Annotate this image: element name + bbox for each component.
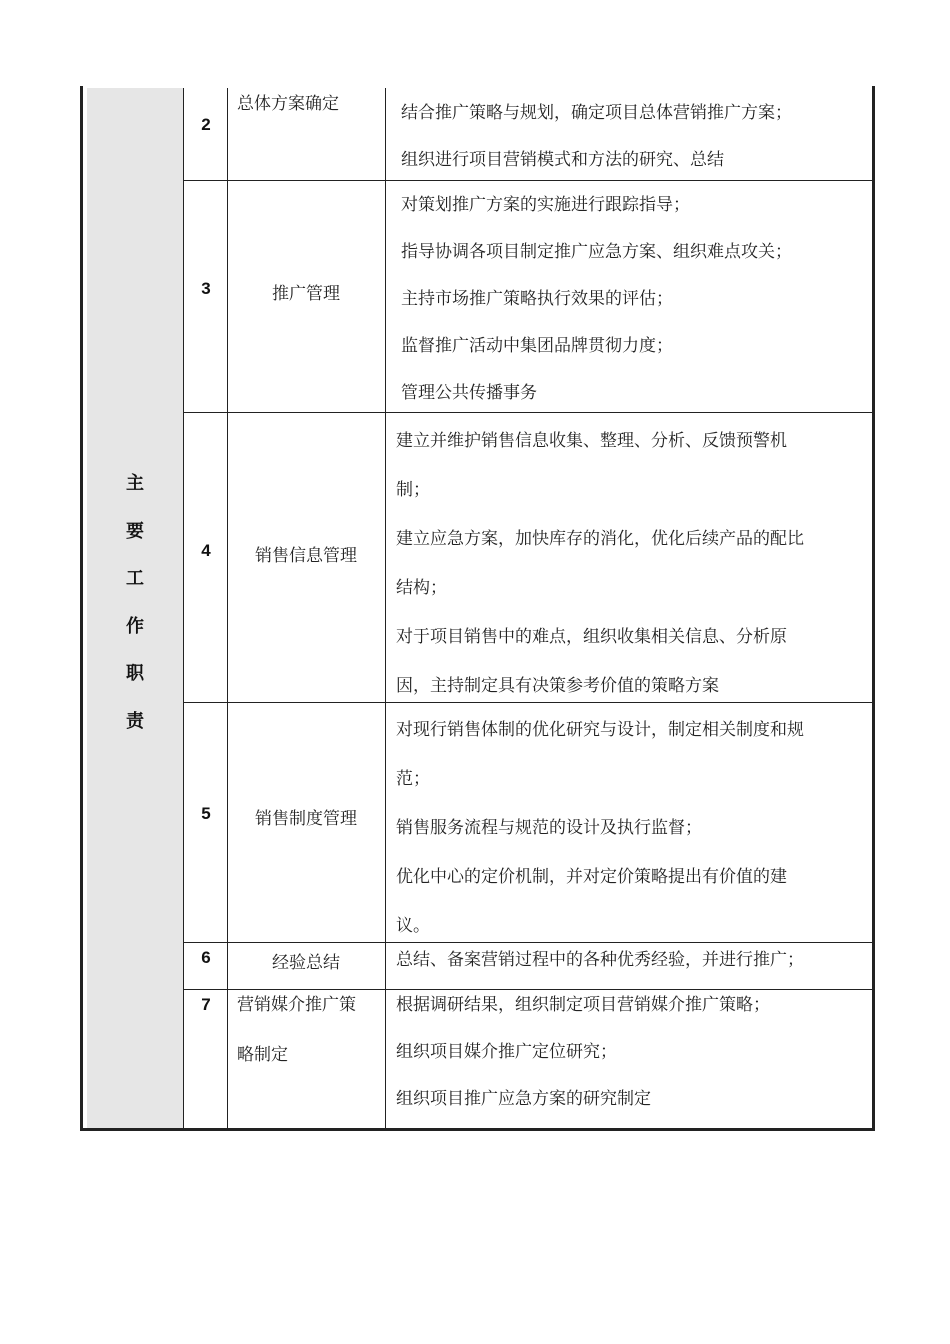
row-description (401, 182, 871, 417)
description-line: 组织进行项目营销模式和方法的研究、总结 (401, 150, 724, 170)
description-line: 建立并维护销售信息收集、整理、分析、反馈预警机 (396, 431, 787, 451)
row-name: 总体方案确定 (237, 94, 339, 114)
description-line: 对现行销售体制的优化研究与设计，制定相关制度和规 (396, 720, 804, 740)
description-line: 组织项目推广应急方案的研究制定 (396, 1089, 651, 1109)
column-divider (227, 88, 228, 1129)
description-line: 因，主持制定具有决策参考价值的策略方案 (396, 676, 719, 696)
section-label-char: 职 (126, 663, 144, 684)
section-label-cell (87, 88, 184, 1128)
description-line: 监督推广活动中集团品牌贯彻力度； (401, 336, 673, 356)
row-number: 6 (201, 948, 211, 967)
description-line: 组织项目媒介推广定位研究； (396, 1042, 617, 1062)
section-label-char: 要 (126, 520, 144, 542)
row-number: 4 (201, 541, 211, 560)
section-label-char: 主 (126, 473, 144, 494)
description-line: 议。 (396, 916, 430, 936)
description-line: 对于项目销售中的难点，组织收集相关信息、分析原 (396, 627, 787, 647)
description-line: 主持市场推广策略执行效果的评估； (401, 289, 673, 309)
description-line: 销售服务流程与规范的设计及执行监督； (396, 818, 702, 838)
description-line: 根据调研结果，组织制定项目营销媒介推广策略； (396, 995, 770, 1015)
description-line: 指导协调各项目制定推广应急方案、组织难点攻关； (401, 242, 792, 262)
row-number: 3 (201, 279, 211, 298)
row-name: 推广管理 (272, 284, 340, 304)
section-label-char: 作 (126, 615, 144, 637)
row-name-line: 略制定 (237, 1045, 288, 1065)
description-line: 管理公共传播事务 (401, 383, 537, 403)
section-label (87, 460, 183, 745)
row-description (396, 942, 866, 978)
row-number: 5 (201, 804, 211, 823)
description-line: 对策划推广方案的实施进行跟踪指导； (401, 195, 690, 215)
description-line: 优化中心的定价机制，并对定价策略提出有价值的建 (396, 867, 787, 887)
row-name: 销售制度管理 (255, 809, 357, 829)
row-name (237, 980, 377, 1080)
row-name: 经验总结 (272, 953, 340, 973)
row-description (396, 706, 866, 951)
row-description (401, 90, 871, 184)
row-name: 销售信息管理 (255, 546, 357, 566)
description-line: 总结、备案营销过程中的各种优秀经验，并进行推广； (396, 950, 804, 970)
column-divider (385, 88, 386, 1129)
description-line: 范； (396, 769, 430, 789)
section-label-char: 工 (126, 568, 144, 589)
row-number: 7 (201, 995, 211, 1014)
description-line: 结合推广策略与规划，确定项目总体营销推广方案； (401, 103, 792, 123)
row-number: 2 (201, 115, 211, 134)
description-line: 建立应急方案，加快库存的消化，优化后续产品的配比 (396, 529, 804, 549)
row-description (396, 417, 866, 711)
row-description (396, 982, 866, 1123)
description-line: 制； (396, 480, 430, 500)
row-name-line: 营销媒介推广策 (237, 995, 356, 1015)
section-label-char: 责 (126, 710, 144, 732)
description-line: 结构； (396, 578, 447, 598)
